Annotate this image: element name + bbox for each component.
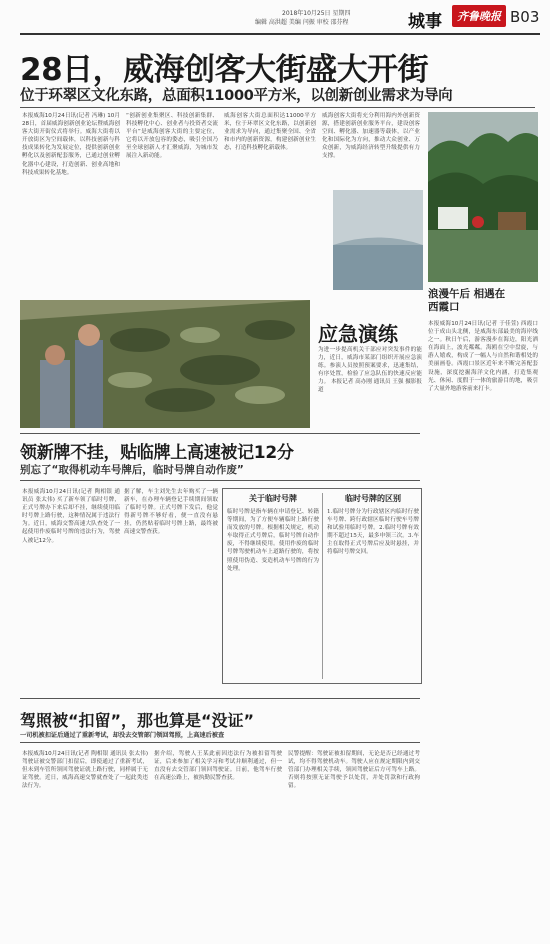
lead-rule — [20, 107, 535, 108]
lead-col-2: “创新创业集聚区、科技创新集群、科技孵化中心、创业者与投资者交流平台”是威海创客大街的主要定位，它将以开放包容的姿态，吸引全国乃至全球创新人才汇聚威海，为城市发展注入新动能。 — [126, 113, 218, 160]
info-box-title: 关于临时号牌 — [249, 494, 297, 503]
photo-seaside — [428, 112, 538, 282]
bottom-col-2: 据介绍，驾驶人王某此前因违法行为被扣留驾驶证，后来参加了相关学习和考试并顺利通过，但一直没有去交管部门领回驾驶证。日前，他驾车行驶在高速公路上，被执勤民警查获。 — [154, 751, 282, 782]
info-box-text: 临时号牌是指车辆在申请登记、转籍等期间，为了方便车辆临时上路行驶而发放的号牌。根据相关规定，机动车取得正式号牌后，临时号牌自动作废，不得继续使用。使用作废的临时号牌驾驶机动车上道路行驶的，将按照使用伪造、变造机动车号牌的行为处理。 — [227, 509, 319, 572]
plate-rule-top — [20, 433, 420, 434]
lead-col-3: 威海创客大街总面积达11000平方米，位于环翠区文化东路，以创新创业需求为导向，通过集聚全国、全省和市内的创新资源，构建创新创业生态，打造科技孵化新载体。 — [224, 113, 316, 152]
info-box2-text: 1.临时号牌分为行政辖区内临时行驶车号牌、跨行政辖区临时行驶车号牌和试验用临时号牌。2.临时号牌有效期不超过15天，最多申领三次。3.车主在取得正式号牌后应及时悬挂，并将临时号牌交回。 — [327, 509, 419, 556]
plate-col-2: 据了解，车主刘先生去年购买了一辆新车，在办理车辆登记手续期间领取了临时号牌。正式号牌下发后，他觉得新号牌不够好看，便一直没有悬挂，仍然贴着临时号牌上路，最终被高速交警查获。 — [124, 489, 218, 536]
plate-info-box — [222, 488, 422, 684]
bottom-headline: 驾照被“扣留”，那也算是“没证” — [20, 711, 255, 730]
photo-sea — [333, 190, 423, 290]
info-box-divider — [322, 493, 323, 679]
side-article-text: 本报威海10月24日讯(记者 于佳萱) 西霞口位于成山头北侧，是威海东部最美的海岸线之一。秋日午后，游客漫步在海边，阳光洒在海面上，波光粼粼。海鸥在空中盘旋，与游人嬉戏，构成了一幅人与自然和谐相处的美丽画卷。西霞口景区近年来不断完善配套设施，深度挖掘海洋文化内涵，打造集观光、休闲、度假于一体的旅游目的地，吸引了大量外地游客前来打卡。 — [428, 321, 538, 392]
drill-tent-image — [20, 300, 310, 428]
page-number: B03 — [510, 8, 540, 26]
masthead — [0, 0, 550, 38]
plate-headline: 领新牌不挂，贴临牌上高速被记12分 — [20, 443, 294, 463]
lead-headline: 28日，威海创客大街盛大开街 — [20, 52, 429, 88]
side-caption-title: 浪漫午后 相遇在西霞口 — [428, 288, 506, 313]
plate-subhead: 别忘了“取得机动车号牌后，临时号牌自动作废” — [20, 464, 244, 476]
info-box-right — [327, 493, 419, 680]
seaside-scene-image — [428, 112, 538, 282]
lead-col-1: 本报威海10月24日讯(记者 冯琳) 10月28日，首届威海创新创业论坛暨威海创客大街开街仪式将举行。威海大街将以开放街区为空间载体，以科技创新与科技成果转化为发展定位，提供创新创业孵化以及创新配套服务，已通过创业孵化器中心建设，打造创新、创业高地和科技成果转化基地。 — [22, 113, 120, 176]
bottom-subhead: 一司机被扣证后通过了重新考试，却没去交管部门领回驾照，上高速后被查 — [20, 732, 225, 739]
editors-line: 编辑 高洪超 美编 闫振 审校 邵芬程 — [255, 19, 349, 26]
masthead-rule — [20, 33, 540, 35]
paper-logo-text: 齐鲁晚报 — [457, 10, 501, 23]
section-name: 城事 — [408, 12, 442, 32]
bottom-col-3: 民警提醒：驾驶证被扣留期间，无论是否已经通过考试，均不得驾驶机动车。驾驶人应在规定期限内到交管部门办理相关手续，领回驾驶证后方可驾车上路。否则将按照无证驾驶予以处罚，并处罚款和行政拘留。 — [288, 751, 420, 790]
drill-caption: 为进一步提高机关干部应对突发事件的能力，近日，威海市某部门组织开展应急演练。参演人员按照预案要求，迅速集结，有序处置，检验了应急队伍的快速反应能力。 本报记者 高办刚 通讯员 王强 摄影报道 — [318, 347, 422, 394]
photo-side-caption — [428, 288, 538, 314]
photo-drill — [20, 300, 310, 428]
info-box-left — [227, 493, 319, 680]
info-box2-title: 临时号牌的区别 — [345, 494, 401, 503]
issue-date: 2018年10月25日 星期四 — [282, 10, 351, 17]
plate-rule-sub — [20, 480, 420, 481]
sea-photo-image — [333, 190, 423, 290]
plate-col-1: 本报威海10月24日讯(记者 陶相银 通讯员 张太伟) 买了新车领了临时号牌，正式号牌办下来后却不挂，继续使用临时号牌上路行驶，这种情况属于违法行为。近日，威海交警高速大队查处了一起使用作废临时号牌的违法行为，驾驶人被记12分。 — [22, 489, 120, 544]
bottom-rule-sub — [20, 742, 420, 743]
bottom-col-1: 本报威海10月24日讯(记者 陶相银 通讯员 张太伟) 驾驶证被交警部门扣留后，即使通过了重新考试，但未到车管所领回驾驶证就上路行驶，同样属于无证驾驶。近日，威海高速交警就查处了一起此类违法行为。 — [22, 751, 148, 790]
paper-logo — [452, 5, 506, 27]
lead-subhead: 位于环翠区文化东路，总面积11000平方米，以创新创业需求为导向 — [20, 88, 453, 104]
drill-title: 应急演练 — [318, 322, 398, 346]
lead-col-4: 威海创客大街将充分利用海内外创新资源，搭建创新创业服务平台，建设创客空间、孵化器、加速器等载体，以产业化和国际化为方向，推动大众创业、万众创新，为威海经济转型升级提供有力支撑。 — [322, 113, 420, 160]
bottom-rule-top — [20, 698, 420, 699]
